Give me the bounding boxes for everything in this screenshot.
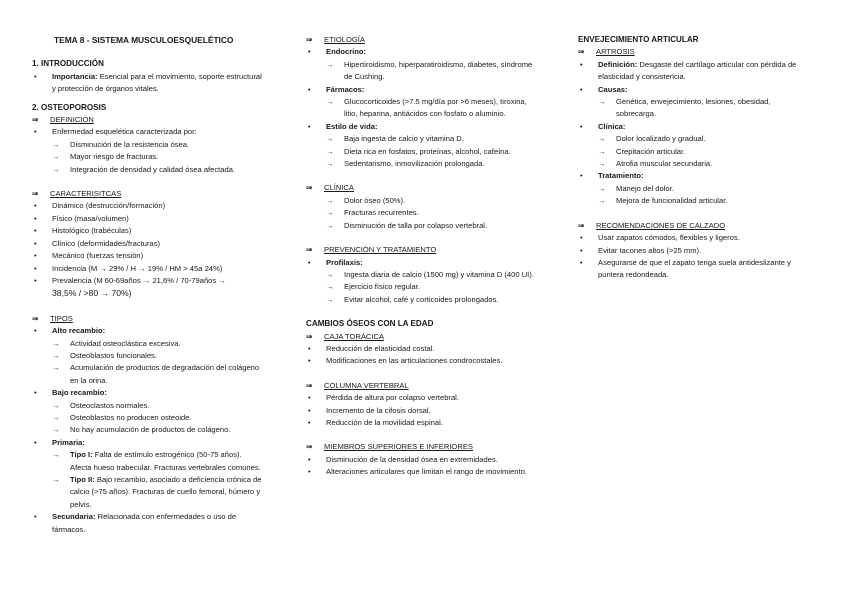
bullet-icon: •	[308, 405, 311, 415]
list-item: • Secundaria: Relacionada con enfermedades o uso de fármacos.	[32, 511, 264, 536]
sub-list-item: → Fracturas recurrentes.	[306, 207, 538, 219]
section-heading-envejecimiento: ENVEJECIMIENTO ARTICULAR	[578, 35, 699, 44]
bullet-icon: •	[34, 437, 37, 447]
arrow-icon: →	[52, 338, 60, 348]
list-item: • Dinámico (destrucción/formación)	[32, 200, 264, 212]
arrow-icon: →	[52, 475, 60, 484]
bullet-icon: •	[308, 84, 311, 94]
sub-list-item: → Disminución de la resistencia ósea.	[32, 139, 264, 151]
subheading-artrosis: ⇒ ARTROSIS	[578, 46, 810, 58]
arrow-icon: →	[598, 97, 606, 107]
list-item: • Modificaciones en las articulaciones condrocostales.	[306, 355, 538, 367]
sub-list-item: → Manejo del dolor.	[578, 183, 810, 195]
double-arrow-icon: ⇒	[32, 189, 39, 199]
bullet-icon: •	[34, 71, 37, 81]
sub-list-item: → Genética, envejecimiento, lesiones, obesidad, sobrecarga.	[578, 96, 810, 121]
list-item: • Enfermedad esquelética caracterizada por:	[32, 126, 264, 138]
list-item: • Mecánico (fuerzas tensión)	[32, 250, 264, 262]
subheading-etiologia: ⇒ ETIOLOGÍA	[306, 34, 538, 46]
list-item: • Alto recambio:	[32, 325, 264, 337]
double-arrow-icon: ⇒	[32, 115, 39, 125]
list-item-prevalencia: • Prevalencia (M 60-69años → 21,6% / 70-79años → 38,5% / >80 → 70%)	[32, 275, 264, 301]
list-item: • Reducción de elasticidad costal.	[306, 343, 538, 355]
subheading-caracteristicas: ⇒ CARACTERISITCAS	[32, 188, 264, 200]
arrow-icon: →	[52, 363, 60, 373]
bullet-icon: •	[580, 171, 583, 181]
bullet-icon: •	[580, 257, 583, 267]
bullet-icon: •	[34, 388, 37, 398]
sub-list-item: → Osteoblastos no producen osteoide.	[32, 412, 264, 424]
arrow-icon: →	[326, 220, 334, 230]
list-item: • Evitar tacones altos (>25 mm).	[578, 245, 810, 257]
sub-list-item: → Glucocorticoides (>7.5 mg/día por >6 meses), tiroxina, litio, heparina, antiácidos con fosfato o aluminio.	[306, 96, 538, 121]
section-heading-cambios: CAMBIOS ÓSEOS CON LA EDAD	[306, 319, 434, 329]
bullet-icon: •	[34, 326, 37, 336]
double-arrow-icon: ⇒	[578, 47, 585, 57]
subheading-tipos: ⇒ TIPOS	[32, 313, 264, 325]
bullet-icon: •	[580, 233, 583, 243]
list-item: • Incidencia (M → 29% / H → 19% / HM > 45a 24%)	[32, 263, 264, 275]
arrow-icon: →	[52, 450, 60, 460]
double-arrow-icon: ⇒	[32, 313, 39, 323]
subheading-prevencion: ⇒ PREVENCIÓN Y TRATAMIENTO	[306, 244, 538, 256]
list-item: • Bajo recambio:	[32, 387, 264, 399]
bullet-icon: •	[34, 127, 37, 137]
sub-list-item: → Actividad osteoclástica excesiva.	[32, 338, 264, 350]
list-item: • Clínico (deformidades/fracturas)	[32, 238, 264, 250]
list-item: • Reducción de la movilidad espinal.	[306, 417, 538, 429]
list-item: • Fármacos:	[306, 84, 538, 96]
bullet-icon: •	[580, 245, 583, 255]
sub-list-item: → Integración de densidad y calidad ósea afectada.	[32, 164, 264, 176]
arrow-icon: →	[598, 196, 606, 206]
sub-list-item: → Disminución de talla por colapso vertebral.	[306, 220, 538, 232]
double-arrow-icon: ⇒	[306, 380, 313, 390]
bullet-icon: •	[308, 454, 311, 464]
double-arrow-icon: ⇒	[578, 220, 585, 230]
bullet-icon: •	[34, 201, 37, 211]
sub-list-item: → Ejercicio físico regular.	[306, 281, 538, 293]
sub-list-item: → Tipo I: Falta de estímulo estrogénico (50-75 años). Afecta hueso trabecular. Fracturas vertebrales comunes.	[32, 449, 264, 474]
sub-list-item: → Atrofia muscular secundaria.	[578, 158, 810, 170]
sub-list-item: → Osteoclastos normales.	[32, 400, 264, 412]
bullet-icon: •	[308, 467, 311, 477]
sub-list-item: → Mejora de funcionalidad articular.	[578, 195, 810, 207]
arrow-icon: →	[52, 425, 60, 435]
sub-list-item: → No hay acumulación de productos de colágeno.	[32, 424, 264, 436]
sub-list-item: → Evitar alcohol, café y corticoides prolongados.	[306, 294, 538, 306]
bullet-icon: •	[34, 263, 37, 273]
list-item: • Incremento de la cifosis dorsal.	[306, 405, 538, 417]
list-item: • Usar zapatos cómodos, flexibles y ligeros.	[578, 232, 810, 244]
list-item: • Alteraciones articulares que limitan el rango de movimiento.	[306, 466, 538, 478]
sub-list-item: → Crepitación articular.	[578, 146, 810, 158]
section-heading-osteoporosis: 2. OSTEOPOROSIS	[32, 102, 107, 112]
list-item: • Profilaxis:	[306, 257, 538, 269]
column-right	[578, 34, 810, 282]
subheading-clinica: ⇒ CLÍNICA	[306, 182, 538, 194]
arrow-icon: →	[52, 164, 60, 174]
arrow-icon: →	[326, 159, 334, 169]
double-arrow-icon: ⇒	[306, 35, 313, 44]
arrow-icon: →	[326, 195, 334, 205]
sub-list-item: → Dolor localizado y gradual.	[578, 133, 810, 145]
bullet-icon: •	[34, 213, 37, 223]
bullet-icon: •	[308, 417, 311, 427]
bullet-icon: •	[34, 226, 37, 236]
bullet-icon: •	[308, 343, 311, 353]
list-item: • Tratamiento:	[578, 170, 810, 182]
bullet-icon: •	[580, 121, 583, 131]
sub-list-item: → Hipertiroidismo, hiperparatiroidismo, diabetes, síndrome de Cushing.	[306, 59, 538, 84]
sub-list-item: → Tipo II: Bajo recambio, asociado a deficiencia crónica de calcio (>75 años). Fracturas de cuello femoral, húmero y pelvis.	[32, 474, 264, 511]
arrow-icon: →	[52, 400, 60, 410]
list-item: • Estilo de vida:	[306, 121, 538, 133]
arrow-icon: →	[326, 269, 334, 279]
bullet-icon: •	[308, 47, 311, 57]
arrow-icon: →	[326, 134, 334, 144]
arrow-icon: →	[326, 282, 334, 292]
sub-list-item: → Dolor óseo (50%).	[306, 195, 538, 207]
double-arrow-icon: ⇒	[306, 442, 313, 452]
list-item: • Clínica:	[578, 121, 810, 133]
list-item: • Endocrino:	[306, 46, 538, 58]
arrow-icon: →	[326, 59, 334, 69]
bullet-icon: •	[34, 251, 37, 261]
list-item: • Asegurarse de que el zapato tenga suela antideslizante y puntera redondeada.	[578, 257, 810, 282]
double-arrow-icon: ⇒	[306, 183, 313, 193]
subheading-calzado: ⇒ RECOMENDACIONES DE CALZADO	[578, 220, 810, 232]
list-item: • Definición: Desgaste del cartílago articular con pérdida de elasticidad y consistencia.	[578, 59, 810, 84]
sub-list-item: → Sedentarismo, inmovilización prolongada.	[306, 158, 538, 170]
page-title: TEMA 8 - SISTEMA MUSCULOESQUELÉTICO	[54, 35, 234, 45]
arrow-icon: →	[598, 146, 606, 156]
sub-list-item: → Baja ingesta de calcio y vitamina D.	[306, 133, 538, 145]
section-heading-introduccion: 1. INTRODUCCIÓN	[32, 59, 104, 69]
double-arrow-icon: ⇒	[306, 331, 313, 341]
sub-list-item: → Acumulación de productos de degradación del colágeno en la orina.	[32, 362, 264, 387]
double-arrow-icon: ⇒	[306, 245, 313, 255]
arrow-icon: →	[326, 294, 334, 304]
list-item: • Pérdida de altura por colapso vertebral.	[306, 392, 538, 404]
arrow-icon: →	[52, 350, 60, 360]
sub-list-item: → Ingesta diaria de calcio (1500 mg) y vitamina D (400 UI).	[306, 269, 538, 281]
bullet-icon: •	[308, 393, 311, 403]
list-item: • Importancia: Esencial para el movimiento, soporte estructural y protección de órganos vitales.	[32, 71, 264, 96]
list-item: • Histológico (trabéculas)	[32, 225, 264, 237]
arrow-icon: →	[598, 183, 606, 193]
list-item: • Primaria:	[32, 437, 264, 449]
arrow-icon: →	[598, 134, 606, 144]
arrow-icon: →	[598, 159, 606, 169]
column-left	[32, 34, 264, 536]
subheading-definicion: ⇒ DEFINICIÓN	[32, 114, 264, 126]
subheading-caja-toracica: ⇒ CAJA TORÁCICA	[306, 331, 538, 343]
list-item: • Causas:	[578, 84, 810, 96]
arrow-icon: →	[326, 208, 334, 218]
sub-list-item: → Dieta rica en fosfatos, proteínas, alcohol, cafeína.	[306, 146, 538, 158]
bullet-icon: •	[34, 238, 37, 248]
arrow-icon: →	[52, 152, 60, 162]
arrow-icon: →	[326, 146, 334, 156]
subheading-miembros: ⇒ MIEMBROS SUPERIORES E INFERIORES	[306, 441, 538, 453]
arrow-icon: →	[52, 412, 60, 422]
bullet-icon: •	[34, 512, 37, 522]
bullet-icon: •	[308, 257, 311, 267]
list-item: • Físico (masa/volumen)	[32, 213, 264, 225]
bullet-icon: •	[34, 275, 37, 285]
arrow-icon: →	[326, 97, 334, 107]
bullet-icon: •	[580, 84, 583, 94]
column-middle	[306, 34, 538, 479]
list-item: • Disminución de la densidad ósea en extremidades.	[306, 454, 538, 466]
bullet-icon: •	[580, 59, 583, 69]
arrow-icon: →	[52, 139, 60, 149]
sub-list-item: → Mayor riesgo de fracturas.	[32, 151, 264, 163]
subheading-columna: ⇒ COLUMNA VERTEBRAL	[306, 380, 538, 392]
bullet-icon: •	[308, 121, 311, 131]
bullet-icon: •	[308, 356, 311, 366]
sub-list-item: → Osteoblastos funcionales.	[32, 350, 264, 362]
